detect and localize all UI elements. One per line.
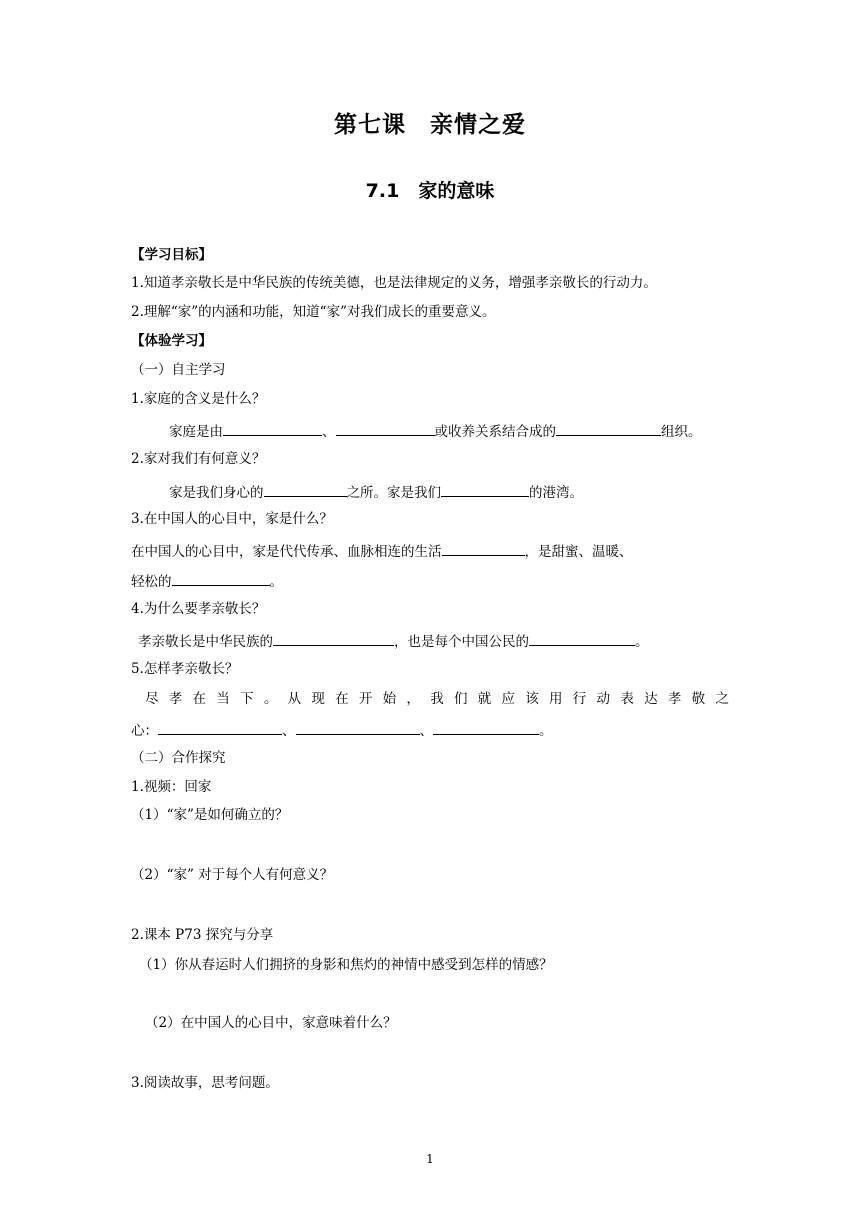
section-title: 7.1 家的意味	[365, 180, 495, 202]
answer-2-end: 的港湾。	[529, 485, 583, 501]
video-heading: 1.视频：回家	[131, 779, 212, 795]
question-1: 1.家庭的含义是什么？	[131, 391, 266, 407]
answer-4-line	[138, 630, 733, 651]
lesson-title: 第七课 亲情之爱	[334, 112, 526, 138]
fill-blank[interactable]	[433, 719, 539, 735]
answer-5-char: 们	[453, 691, 468, 707]
answer-5-char: 下	[240, 691, 254, 707]
answer-3-2-end: 。	[269, 574, 283, 590]
fill-blank[interactable]	[223, 420, 322, 436]
answer-5-char: 行	[572, 691, 587, 707]
answer-5-char: 应	[501, 691, 515, 707]
answer-5-char: 就	[477, 691, 492, 707]
answer-1-line	[169, 420, 729, 441]
question-4: 4.为什么要孝亲敬长？	[131, 601, 266, 617]
story-heading: 3.阅读故事，思考问题。	[131, 1075, 279, 1091]
answer-3-2-prefix: 轻松的	[131, 574, 172, 590]
answer-1-end: 组织。	[661, 424, 702, 440]
answer-5-line-1	[145, 690, 729, 708]
answer-5-char: 当	[216, 691, 230, 707]
answer-5-char: 从	[287, 691, 302, 707]
textbook-heading: 2.课本 P73 探究与分享	[131, 927, 274, 943]
answer-5-2-sep: 、	[419, 723, 433, 739]
answer-1-mid: 或收养关系结合成的	[434, 424, 556, 440]
answer-5-char: 在	[335, 691, 349, 707]
answer-5-char: 开	[358, 691, 373, 707]
textbook-question-1: （1）你从春运时人们拥挤的身影和焦灼的神情中感受到怎样的情感？	[139, 957, 553, 973]
answer-1-prefix: 家庭是由	[169, 424, 223, 440]
answer-4-prefix: 孝亲敬长是中华民族的	[138, 634, 273, 650]
answer-5-char: 尽	[145, 691, 159, 707]
cooperative-header: （二）合作探究	[131, 750, 226, 766]
answer-5-char: 之	[715, 691, 729, 707]
answer-5-char: 表	[620, 691, 634, 707]
experience-header: 【体验学习】	[131, 333, 212, 349]
page-number: 1	[426, 1152, 434, 1166]
fill-blank[interactable]	[264, 481, 347, 497]
answer-5-char: ，	[406, 691, 420, 707]
fill-blank[interactable]	[529, 630, 635, 646]
answer-5-line-2	[131, 719, 731, 740]
answer-3-line-2	[131, 570, 731, 591]
answer-3-prefix: 在中国人的心目中，家是代代传承、血脉相连的生活	[131, 544, 442, 560]
fill-blank[interactable]	[556, 420, 661, 436]
fill-blank[interactable]	[442, 540, 525, 556]
answer-5-char: 始	[382, 691, 397, 707]
answer-5-2-sep: 、	[282, 723, 296, 739]
question-2: 2.家对我们有何意义？	[131, 451, 266, 467]
fill-blank[interactable]	[172, 570, 270, 586]
objective-item-1: 1.知道孝亲敬长是中华民族的传统美德，也是法律规定的义务，增强孝亲敬长的行动力。	[131, 275, 657, 291]
answer-1-sep: 、	[322, 424, 336, 440]
objectives-header: 【学习目标】	[131, 247, 212, 263]
fill-blank[interactable]	[441, 481, 529, 497]
answer-5-char: 我	[430, 691, 444, 707]
self-study-header: （一）自主学习	[131, 362, 226, 378]
answer-5-char: 敬	[691, 691, 706, 707]
video-question-1: （1）“家”是如何确立的？	[131, 807, 289, 823]
answer-5-char: 该	[525, 691, 539, 707]
answer-5-char: 孝	[168, 691, 183, 707]
fill-blank[interactable]	[158, 719, 282, 735]
answer-5-char: 孝	[667, 691, 682, 707]
question-3: 3.在中国人的心目中，家是什么？	[131, 511, 333, 527]
answer-5-char: 达	[644, 691, 658, 707]
answer-2-prefix: 家是我们身心的	[169, 485, 264, 501]
answer-5-char: 用	[549, 691, 563, 707]
fill-blank[interactable]	[273, 630, 394, 646]
answer-5-2-end: 。	[539, 723, 553, 739]
answer-2-mid: 之所。家是我们	[346, 485, 441, 501]
answer-4-mid: ，也是每个中国公民的	[394, 634, 529, 650]
question-5: 5.怎样孝亲敬长？	[131, 661, 239, 677]
video-question-2: （2）“家” 对于每个人有何意义？	[131, 867, 334, 883]
answer-5-char: 在	[192, 691, 207, 707]
answer-5-char: 动	[596, 691, 611, 707]
answer-3-line-1	[131, 540, 731, 561]
answer-3-mid: ，是甜蜜、温暖、	[524, 544, 633, 560]
fill-blank[interactable]	[336, 420, 435, 436]
answer-5-2-prefix: 心：	[131, 723, 158, 739]
answer-4-end: 。	[635, 634, 649, 650]
objective-item-2: 2.理解“家”的内涵和功能，知道“家”对我们成长的重要意义。	[131, 304, 496, 320]
answer-5-char: 现	[311, 691, 325, 707]
answer-2-line	[169, 481, 729, 502]
fill-blank[interactable]	[296, 719, 420, 735]
answer-5-char: 。	[263, 691, 278, 707]
textbook-question-2: （2）在中国人的心目中，家意味着什么？	[145, 1015, 397, 1031]
